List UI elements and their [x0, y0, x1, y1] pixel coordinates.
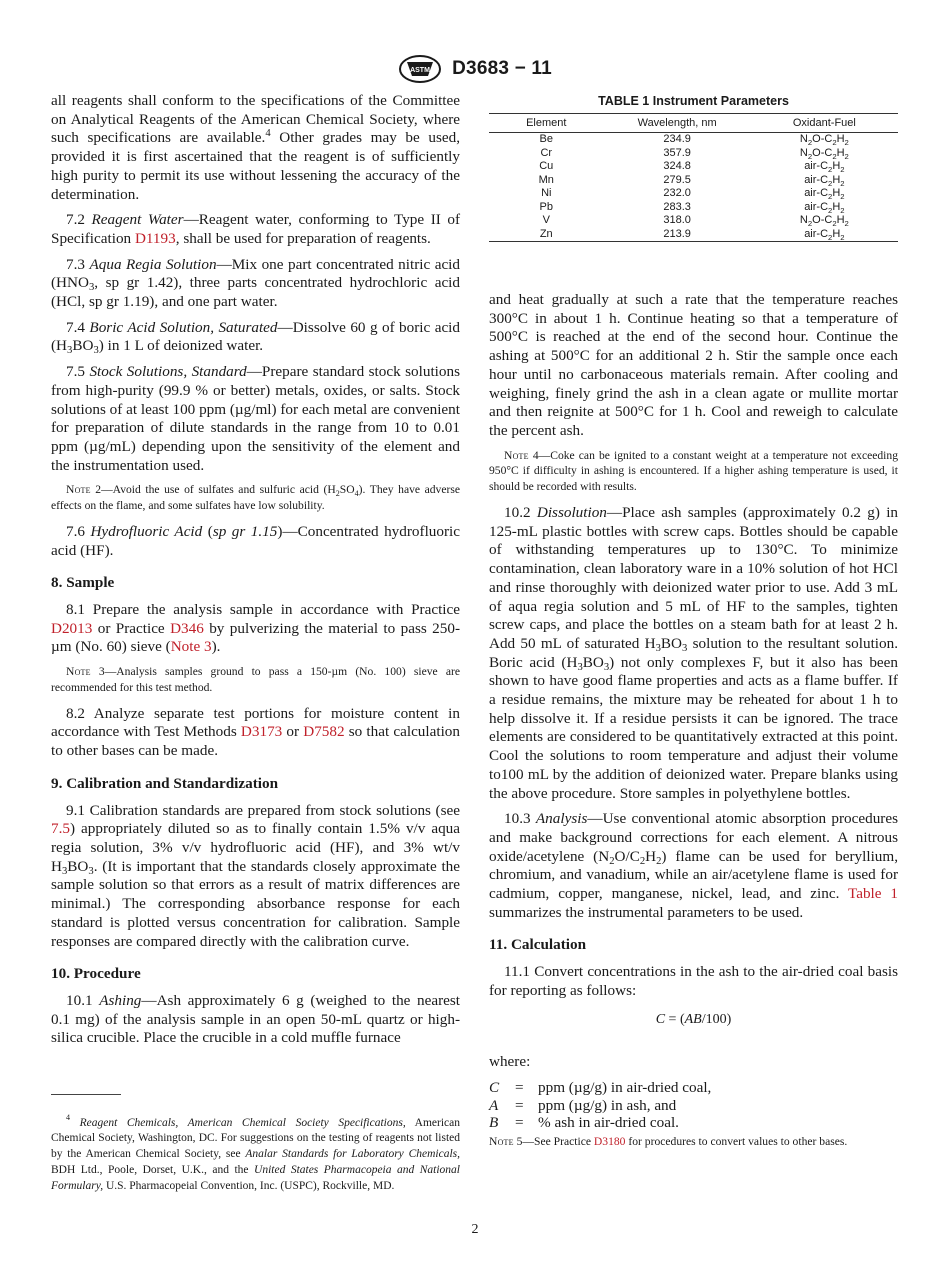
astm-logo-icon: [398, 54, 442, 84]
note-5: Note 5—See Practice D3180 for procedures to convert values to other bases.: [489, 1134, 848, 1148]
document-designation: D3683 − 11: [452, 58, 552, 79]
paragraph-8-1: 8.1 Prepare the analysis sample in accordance with Practice D2013 or Practice D346 by pulverizing the material to pass 250-µm (No. 60) sieve (Note 3).: [51, 601, 461, 656]
page-number: 2: [471, 1222, 479, 1237]
paragraph-10-1: 10.1 Ashing—Ash approximately 6 g (weighed to the nearest 0.1 mg) of the analysis sample in an open 50-mL quartz or high-silica crucible. Place the crucible in a cold muffle furnace: [51, 991, 461, 1047]
cell-oxidant-fuel: $N_2O-C_2H_2$: [799, 214, 849, 228]
table-1: [489, 94, 898, 242]
paragraph-7-3: 7.3 Aqua Regia Solution—Mix one part concentrated nitric acid ($HNO_3$, sp gr 1.42), three parts concentrated hydrochloric acid (HCl, sp gr 1.19), and one part water.: [51, 255, 460, 311]
cell-element: Ni: [541, 187, 552, 199]
paragraph-7-5: 7.5 Stock Solutions, Standard—Prepare standard stock solutions from high-purity (99.9 % or better) metals, oxides, or salts. Stock solutions of at least 100 ppm (µg/ml) for each metal are convenient for preparation of dilute standards in the range from 10 to 0.01 ppm (µg/mL) depending upon the sensitivity of the element and the instrumentation used.: [51, 363, 460, 474]
cell-wavelength: 232.0: [663, 187, 691, 199]
cell-wavelength: 283.3: [663, 200, 691, 213]
section-11-heading: 11. Calculation: [489, 936, 587, 954]
cell-element: Pb: [539, 200, 553, 213]
note-3: Note 3—Analysis samples ground to pass a 150-µm (No. 100) sieve are recommended for this test method.: [51, 665, 460, 694]
link-d1193[interactable]: D1193: [134, 229, 176, 247]
variable-definitions: [489, 1079, 898, 1132]
footnote-divider: [51, 1094, 121, 1095]
col-header-oxidant-fuel: Oxidant-Fuel: [751, 114, 898, 133]
section-10-heading: 10. Procedure: [51, 965, 141, 983]
definition-row: A = ppm (µg/g) in ash, and: [489, 1096, 677, 1114]
definition-row: B = % ash in air-dried coal.: [489, 1114, 679, 1131]
table-row: [489, 201, 898, 215]
right-column: [489, 291, 898, 1158]
where-label: where:: [489, 1053, 531, 1071]
note-2: Note 2—Avoid the use of sulfates and sulfuric acid $(H_2SO_4)$. They have adverse effects on the flame, and some sulfates have low solubility.: [51, 483, 461, 513]
section-9-heading: 9. Calibration and Standardization: [51, 774, 279, 792]
cell-element: Cu: [539, 160, 554, 172]
cell-wavelength: 234.9: [663, 133, 691, 145]
left-column: [51, 92, 460, 1055]
note-4: Note 4—Coke can be ignited to a constant weight at a temperature not exceeding 950°C if difficulty in ashing is encountered. If a higher ashing temperature is used, it should be recorded with results.: [489, 448, 898, 494]
paragraph-10-2: 10.2 Dissolution—Place ash samples (approximately 0.2 g) in 125-mL plastic bottles with screw caps. Bottles should be capable of withstanding temperatures up to 130°C. To minimize contamination, clean laboratory ware in a 10% solution of hot HCl and rinse thoroughly with deionized water prior to use. Add 3 mL of aqua regia solution and 5 mL of HF to the samples, tighten screw caps, and place the bottles on a steam bath for at least 2 h. Add 50 mL of saturated $H_3BO_3$ solution to the resultant solution. Boric acid $(H_3BO_3)$ not only complexes F, but it also has been shown to have good flame properties and acts as a flame buffer. If a residue remains, the mixture may be reheated for about 1 h to help dissolve it. If a residue persists it can be ignored. The trace elements are considered to be quantitatively extracted at this point. Cool the solutions to room temperature and adjust their volume to100 mL by the addition of deionized water. Prepare blanks using the above procedure. Store samples in polyethylene bottles.: [489, 504, 899, 802]
link-7-5[interactable]: 7.5: [51, 820, 70, 838]
cell-wavelength: 357.9: [663, 146, 691, 159]
cell-oxidant-fuel: air-$C_2H_2$: [804, 160, 845, 174]
table-row: [489, 147, 898, 161]
cell-element: Cr: [540, 146, 553, 159]
section-8-heading: 8. Sample: [51, 574, 115, 592]
link-d3180[interactable]: D3180: [593, 1134, 626, 1148]
table-row: [489, 228, 898, 242]
link-d3173[interactable]: D3173: [240, 723, 283, 741]
cell-oxidant-fuel: air-$C_2H_2$: [804, 187, 845, 201]
table-row: [489, 160, 898, 174]
paragraph-7-2: 7.2 Reagent Water—Reagent water, conforming to Type II of Specification D1193, shall be used for preparation of reagents.: [51, 211, 461, 247]
equation: C = (AB/100): [655, 1011, 732, 1027]
cell-element: Zn: [489, 228, 604, 242]
table-row: [489, 174, 898, 188]
table-row: [489, 187, 898, 201]
cell-wavelength: 324.8: [663, 160, 691, 172]
cell-element: Be: [539, 133, 553, 145]
paragraph-7-6: 7.6 Hydrofluoric Acid (sp gr 1.15)—Concentrated hydrofluoric acid (HF).: [51, 522, 460, 559]
cell-element: V: [542, 214, 550, 226]
paragraph-9-1: 9.1 Calibration standards are prepared from stock solutions (see 7.5) appropriately diluted so as to finally contain 1.5% v/v aqua regia solution, 3% v/v hydrofluoric acid (HF), and 3% wt/v $H_3BO_3$. (It is important that the standards closely approximate the sample solution so that errors as a result of matrix differences are minimal.) The corresponding absorbance response for each standard is plotted versus concentration for calibration. Sample responses are compared directly with the calibration curve.: [51, 801, 460, 950]
paragraph-8-2: 8.2 Analyze separate test portions for moisture content in accordance with Test Methods D3173 or D7582 so that calculation to other bases can be made.: [51, 704, 460, 760]
paragraph-7-1-continued: all reagents shall conform to the specifications of the Committee on Analytical Reagents of the American Chemical Society, where such specifications are available.$^4$ Other grades may be used, provided it is first ascertained that the reagent is of sufficiently high purity to permit its use without lessening the accuracy of the determination.: [51, 92, 460, 203]
cell-oxidant-fuel: $N_2O-C_2H_2$: [799, 133, 849, 147]
paragraph-10-3: 10.3 Analysis—Use conventional atomic absorption procedures and make background corrections for each element. A nitrous oxide/acetylene $(N_2O/C_2H_2)$ flame can be used for beryllium, chromium, and vanadium, while an air/acetylene flame is used for cadmium, copper, manganese, nickel, lead, and zinc. Table 1 summarizes the instrumental parameters to be used.: [489, 810, 899, 921]
cell-wavelength: 213.9: [604, 228, 751, 242]
table-row: [489, 214, 898, 228]
link-d2013[interactable]: D2013: [51, 619, 93, 637]
link-note-3[interactable]: Note 3: [170, 638, 212, 656]
cell-oxidant-fuel: $N_2O-C_2H_2$: [799, 146, 849, 161]
link-table-1[interactable]: Table 1: [848, 885, 898, 903]
page-header: [0, 54, 950, 84]
definition-row: C = ppm (µg/g) in air-dried coal,: [489, 1079, 712, 1096]
col-header-wavelength: Wavelength, nm: [604, 114, 751, 133]
cell-element: Mn: [538, 173, 554, 186]
col-header-element: Element: [489, 114, 604, 133]
footnote-4: $^4$ Reagent Chemicals, American Chemical Society Specifications, American Chemical Society, Washington, DC. For suggestions on the testing of reagents not listed by the American Chemical Society, see Analar Standards for Laboratory Chemicals, BDH Ltd., Poole, Dorset, U.K., and the United States Pharmacopeia and National Formulary, U.S. Pharmacopeial Convention, Inc. (USPC), Rockville, MD.: [51, 1112, 461, 1192]
paragraph-7-4: 7.4 Boric Acid Solution, Saturated—Dissolve 60 g of boric acid $(H_3BO_3)$ in 1 L of deionized water.: [51, 318, 460, 357]
paragraph-11-1: 11.1 Convert concentrations in the ash to the air-dried coal basis for reporting as follows:: [489, 963, 898, 999]
table-row: [489, 133, 898, 147]
instrument-parameters-table: [489, 113, 898, 242]
cell-oxidant-fuel: air-$C_2H_2$: [804, 200, 845, 215]
paragraph-10-1-continued: and heat gradually at such a rate that the temperature reaches 300°C in about 1 h. Continue heating so that a temperature of 500°C is reached at the end of the second hour. Continue the ashing at 500°C for an additional 2 h. Stir the sample once each hour until no carbonaceous materials remain. After cooling and weighing, finely grind the ash in a clean agate or mullite mortar and then reignite at 500°C for 1 h. Cool and reweigh to calculate the percent ash.: [489, 291, 898, 439]
cell-wavelength: 279.5: [663, 173, 691, 186]
link-d346[interactable]: D346: [170, 619, 204, 637]
table-title: TABLE 1 Instrument Parameters: [598, 94, 789, 108]
link-d7582[interactable]: D7582: [303, 723, 345, 741]
cell-oxidant-fuel: air-$C_2H_2$: [804, 173, 845, 188]
cell-oxidant-fuel: air-$C_2H_2$: [751, 228, 898, 242]
svg-text:ASTM: ASTM: [410, 67, 431, 74]
cell-wavelength: 318.0: [663, 214, 691, 226]
